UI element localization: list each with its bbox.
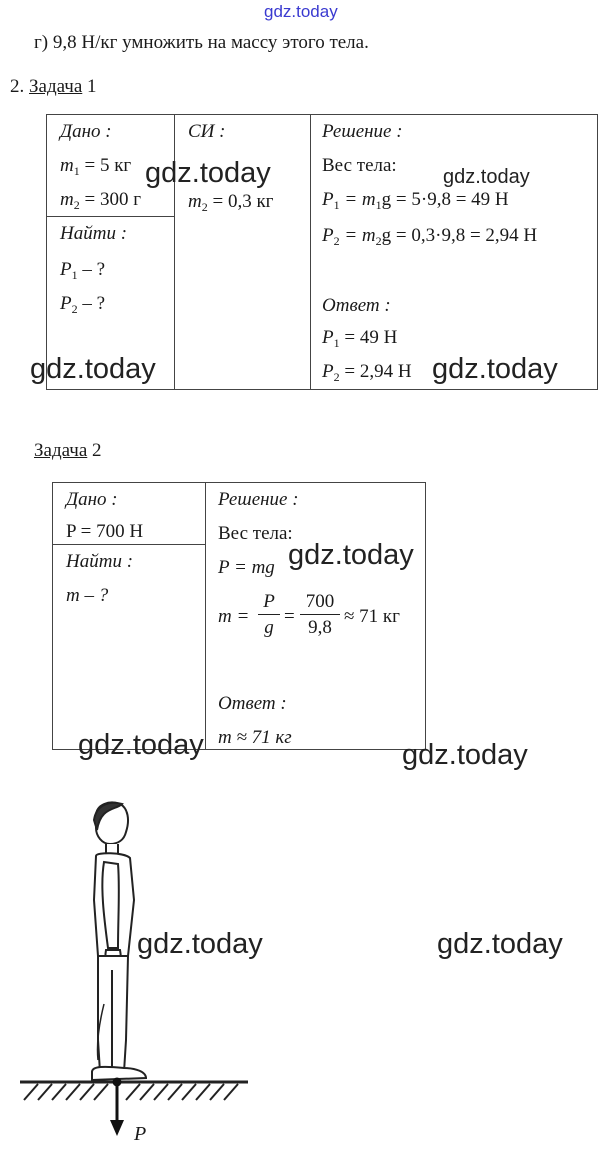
watermark: gdz.today [30, 353, 156, 385]
watermark: gdz.today [402, 739, 528, 771]
task1-given-m2: $m_2 = 300$ г [60, 189, 141, 212]
task1-answer-p1: $P_1 = 49$ Н [322, 327, 398, 350]
task2-eq-sign: = [284, 606, 295, 627]
task1-find-header: Найти : [60, 223, 128, 244]
task1-eq1: $P_1 = m_1g = 5\cdot 9,8 = 49$ Н [322, 189, 509, 212]
task1-index: 1 [87, 76, 97, 97]
person-on-ground-figure [0, 790, 300, 1160]
watermark: gdz.today [443, 166, 530, 188]
task2-eq2-rhs: ≈ 71 кг [344, 606, 400, 627]
task1-weight-label: Вес тела: [322, 155, 397, 176]
task1-table [46, 114, 598, 390]
task2-eq1: P = mg [218, 557, 275, 578]
task1-si-m2: $m_2 = 0,3$ кг [188, 191, 274, 214]
task2-given-p: P = 700 Н [66, 521, 144, 542]
task1-given-header: Дано : [60, 121, 112, 142]
weight-arrow-icon [110, 1078, 124, 1136]
task1-answer-p2: $P_2 = 2,94$ Н [322, 361, 412, 384]
task2-fraction-pg [258, 592, 280, 637]
task2-table [52, 482, 426, 750]
watermark: gdz.today [145, 157, 271, 189]
watermark: gdz.today [288, 539, 414, 571]
task2-index: 2 [92, 440, 102, 461]
intro-line: г) 9,8 Н/кг умножить на массу этого тела. [34, 32, 369, 53]
force-label: P [134, 1123, 147, 1145]
task1-given-m1: $m_1 = 5$ кг [60, 155, 132, 178]
fraction-denominator: 9,8 [308, 617, 332, 638]
task1-si-header: СИ : [188, 121, 226, 142]
task1-find-p2: $P_2$ – ? [60, 293, 106, 316]
task2-find-header: Найти : [66, 551, 134, 572]
task1-find-p1: $P_1$ – ? [60, 259, 106, 282]
watermark: gdz.today [78, 729, 204, 761]
task1-heading [10, 76, 97, 98]
ground-hatching [20, 1082, 248, 1100]
task2-heading [34, 440, 102, 462]
watermark: gdz.today [432, 353, 558, 385]
task1-solution-header: Решение : [322, 121, 403, 142]
task2-given-header: Дано : [66, 489, 118, 510]
task2-label: Задача [34, 440, 88, 461]
watermark: gdz.today [437, 928, 563, 960]
task1-answer-header: Ответ : [322, 295, 391, 316]
task1-number: 2. [10, 76, 25, 97]
task2-find-m: m – ? [66, 585, 109, 606]
fraction-numerator: 700 [305, 591, 335, 612]
watermark-top: gdz.today [264, 2, 338, 21]
task2-answer-header: Ответ : [218, 693, 287, 714]
task1-label: Задача [29, 76, 83, 97]
task2-answer: m ≈ 71 кг [218, 727, 292, 748]
task1-eq2: $P_2 = m_2g = 0,3\cdot 9,8 = 2,94$ Н [322, 225, 538, 248]
task2-eq2-lhs: m = [218, 606, 250, 627]
task2-solution-header: Решение : [218, 489, 299, 510]
fraction-denominator: g [264, 617, 274, 638]
watermark: gdz.today [137, 928, 263, 960]
task2-fraction-values [300, 592, 340, 637]
task2-weight-label: Вес тела: [218, 523, 293, 544]
fraction-numerator: P [263, 591, 275, 612]
